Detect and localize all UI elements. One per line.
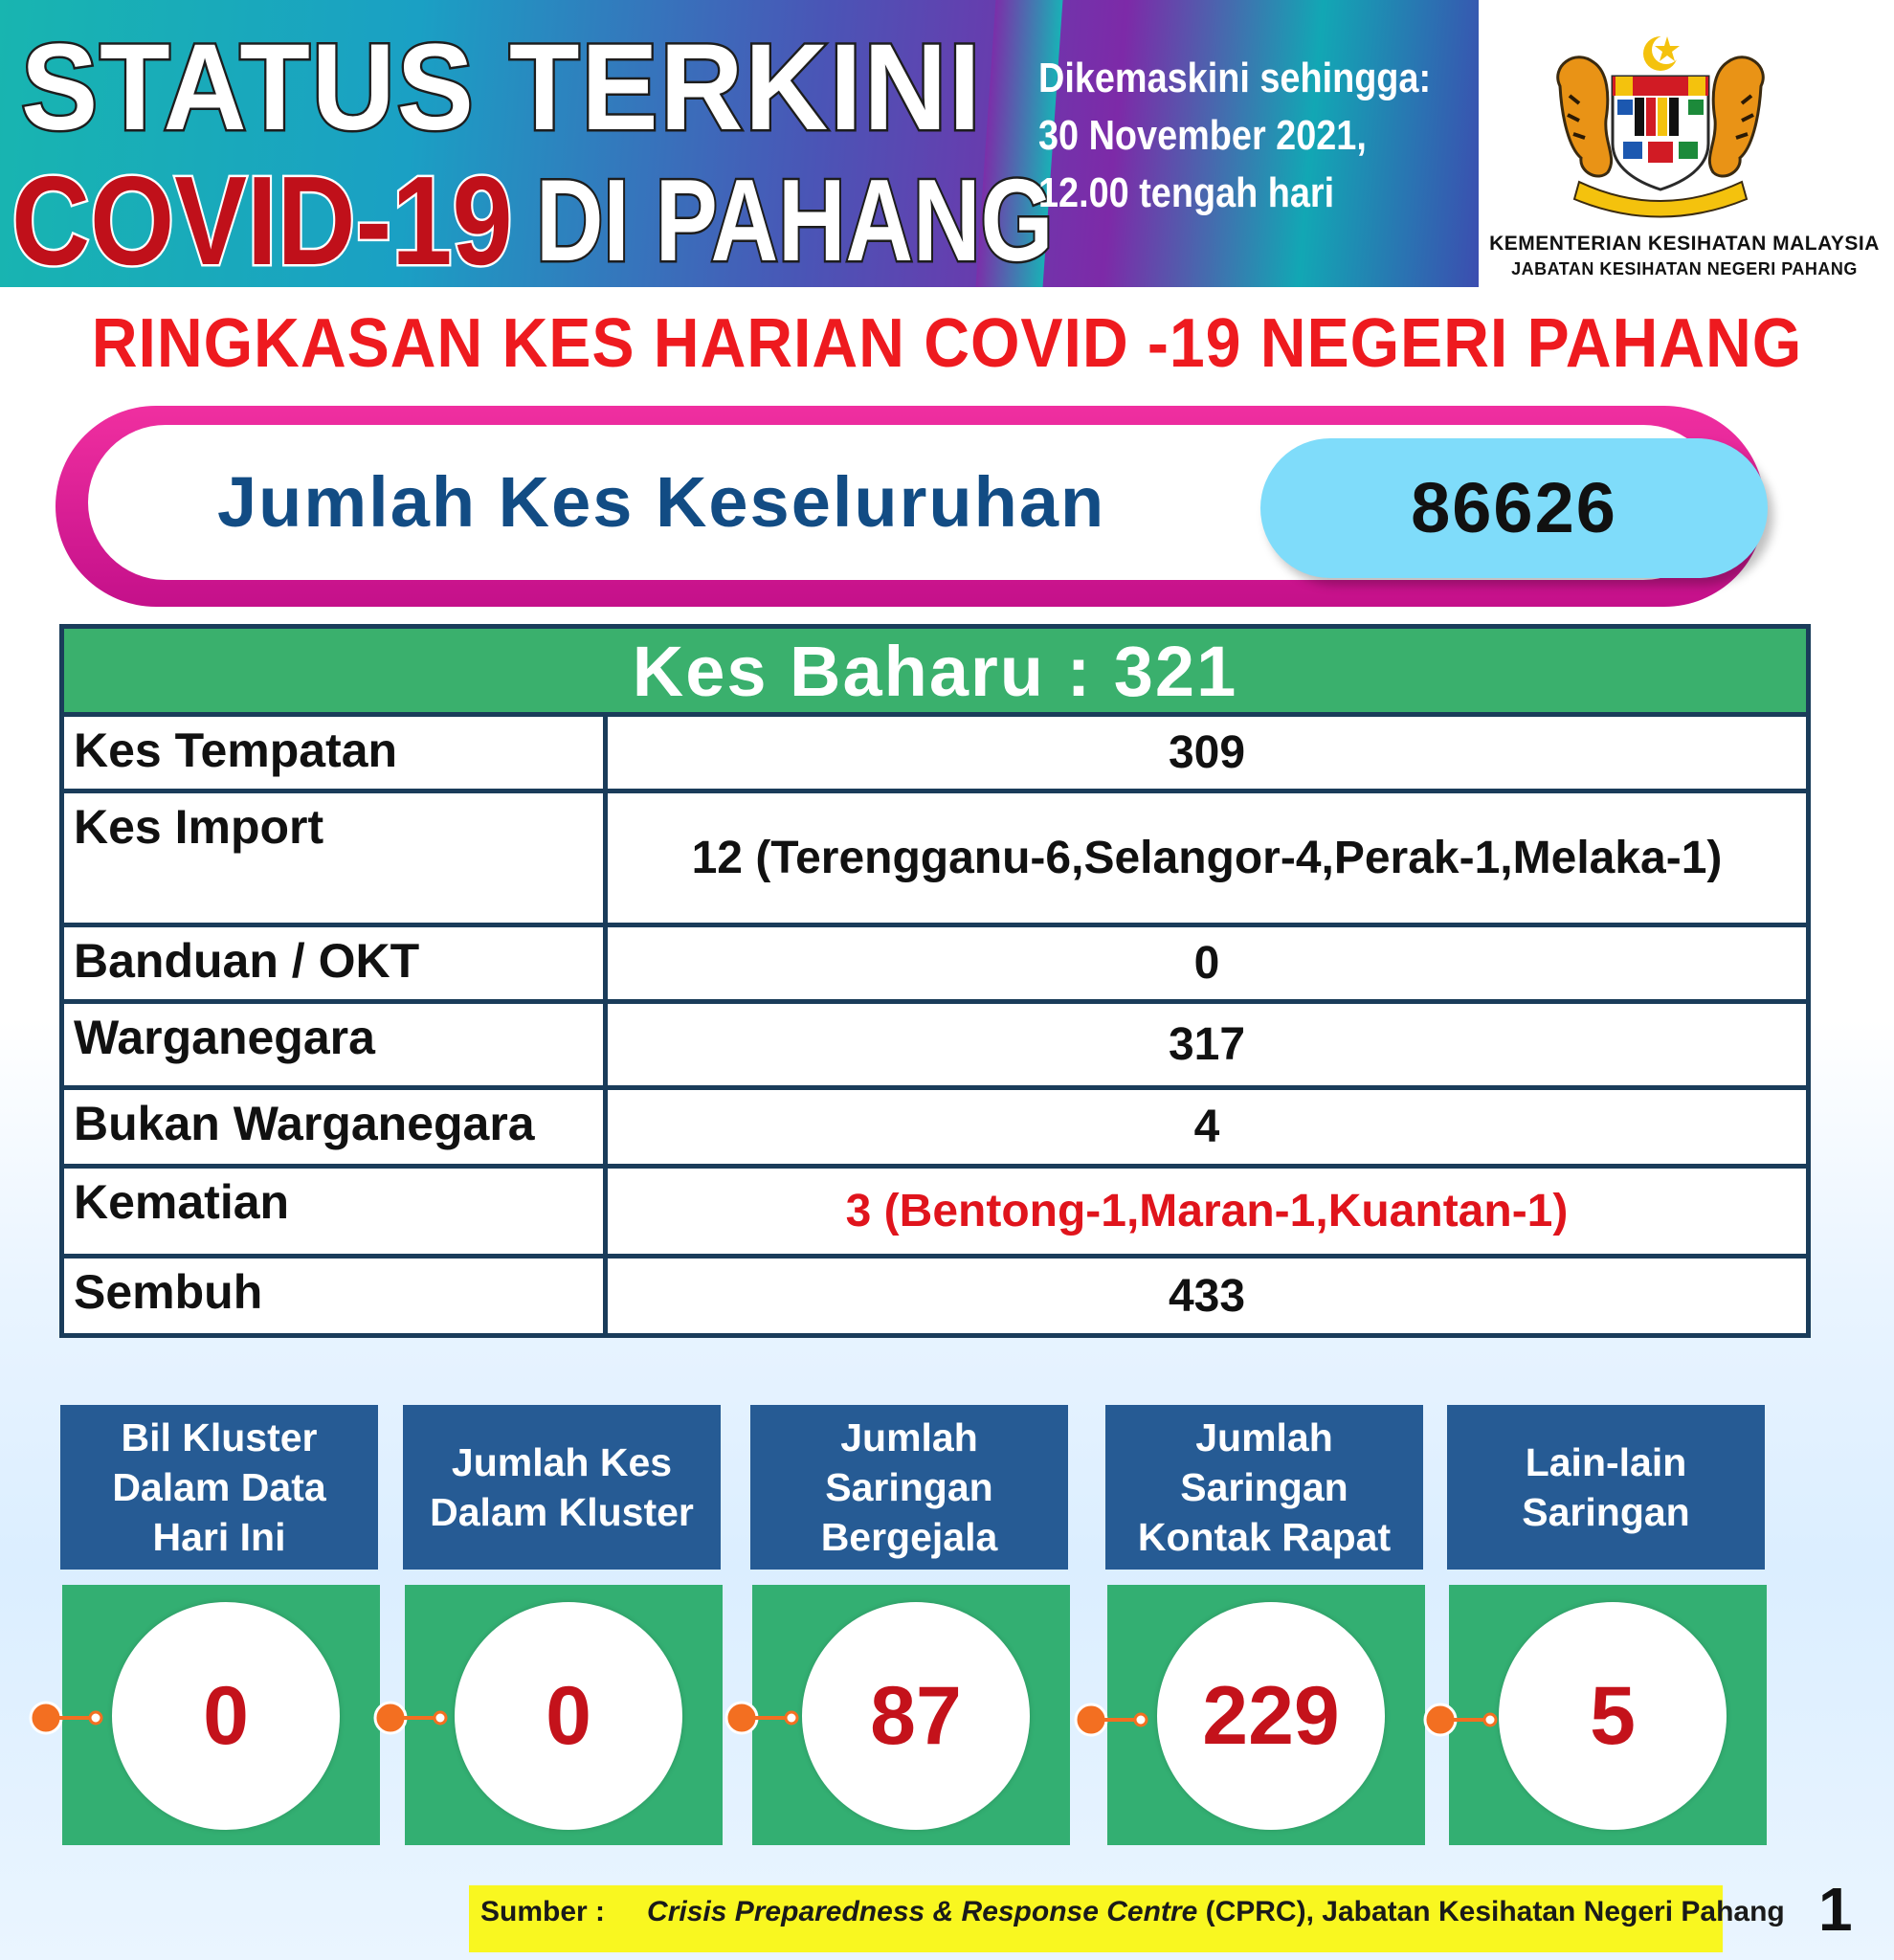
connector-dot-icon <box>27 1699 113 1737</box>
card-value: 229 <box>1157 1602 1385 1830</box>
source-note <box>469 1885 1785 1952</box>
total-cases-panel <box>56 406 1765 607</box>
source-org: (CPRC), Jabatan Kesihatan Negeri Pahang <box>1197 1896 1785 1927</box>
title-di-pahang: DI PAHANG <box>536 155 1054 285</box>
table-row <box>64 717 1806 793</box>
update-info <box>1038 50 1431 222</box>
card-value: 0 <box>112 1602 340 1830</box>
row-label: Bukan Warganegara <box>64 1090 608 1164</box>
card-title-symptomatic: Jumlah Saringan Bergejala <box>750 1405 1068 1570</box>
header-banner <box>0 0 1479 287</box>
connector-dot-icon <box>371 1699 457 1737</box>
title-status-terkini: STATUS TERKINI <box>21 19 983 156</box>
ministry-name: KEMENTERIAN KESIHATAN MALAYSIA <box>1489 233 1880 255</box>
source-label: Sumber : <box>480 1896 606 1927</box>
connector-dot-icon <box>723 1699 809 1737</box>
page-number: 1 <box>1818 1875 1853 1944</box>
row-value: 12 (Terengganu-6,Selangor-4,Perak-1,Melaka-1) <box>691 833 1723 883</box>
row-label: Banduan / OKT <box>64 927 608 999</box>
card-value: 87 <box>802 1602 1030 1830</box>
row-label: Kes Import <box>64 793 608 923</box>
department-name: JABATAN KESIHATAN NEGERI PAHANG <box>1511 259 1858 278</box>
connector-dot-icon <box>1421 1701 1507 1739</box>
card-title-other-screening: Lain-lain Saringan <box>1447 1405 1765 1570</box>
table-row <box>64 1004 1806 1090</box>
connector-dot-icon <box>1072 1701 1158 1739</box>
update-line: Dikemaskini sehingga: <box>1038 55 1432 101</box>
update-date: 30 November 2021, <box>1038 112 1367 159</box>
row-value: 433 <box>1168 1270 1246 1322</box>
row-label: Kematian <box>64 1169 608 1254</box>
card-title-clusters: Bil Kluster Dalam Data Hari Ini <box>60 1405 378 1570</box>
card-value: 0 <box>455 1602 682 1830</box>
new-cases-heading: Kes Baharu : 321 <box>64 629 1806 717</box>
update-time: 12.00 tengah hari <box>1038 169 1335 216</box>
new-cases-table <box>59 624 1811 1338</box>
row-label: Kes Tempatan <box>64 717 608 789</box>
total-cases-inner <box>88 425 1721 580</box>
row-value-deaths: 3 (Bentong-1,Maran-1,Kuantan-1) <box>845 1186 1569 1236</box>
table-row <box>64 1258 1806 1333</box>
row-value: 309 <box>1168 727 1246 778</box>
table-row <box>64 1090 1806 1169</box>
card-title-close-contact: Jumlah Saringan Kontak Rapat <box>1105 1405 1423 1570</box>
ministry-name-block <box>1483 232 1885 281</box>
page-headline: RINGKASAN KES HARIAN COVID -19 NEGERI PAHANG <box>91 305 1803 382</box>
row-value: 317 <box>1168 1019 1246 1070</box>
card-value: 5 <box>1499 1602 1727 1830</box>
card-title-cluster-cases: Jumlah Kes Dalam Kluster <box>403 1405 721 1570</box>
table-row <box>64 793 1806 927</box>
total-cases-label: Jumlah Kes Keseluruhan <box>217 462 1106 542</box>
title-covid19: COVID-19 <box>11 150 513 287</box>
malaysia-coat-of-arms-icon <box>1541 29 1780 220</box>
row-value: 0 <box>1193 938 1220 989</box>
table-row <box>64 927 1806 1004</box>
total-cases-value: 86626 <box>1260 438 1768 578</box>
source-org-italic: Crisis Preparedness & Response Centre <box>647 1896 1198 1927</box>
table-row <box>64 1169 1806 1258</box>
row-label: Sembuh <box>64 1258 608 1333</box>
row-value: 4 <box>1193 1102 1220 1152</box>
row-label: Warganegara <box>64 1004 608 1085</box>
